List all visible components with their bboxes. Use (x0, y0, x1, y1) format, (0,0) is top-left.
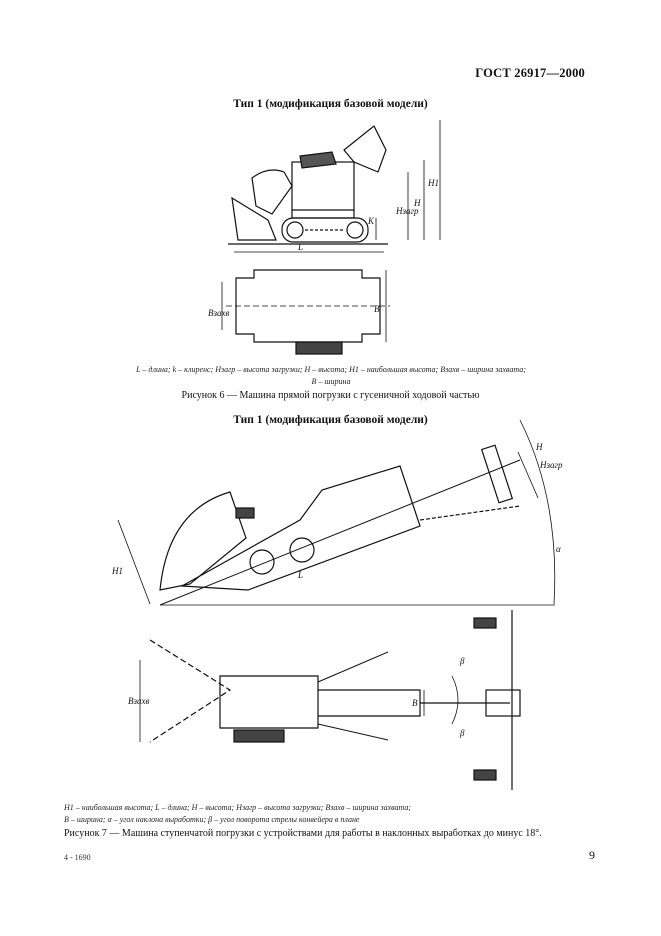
page-number: 9 (589, 848, 595, 862)
figure7-legend-line2: B – ширина; α – угол наклона выработки; β – угол поворота стрелы конвейера в плане (64, 815, 360, 824)
fig6-label-H1: H1 (428, 178, 439, 188)
fig7-label-beta1: β (460, 656, 465, 666)
fig6-wheel-left (287, 222, 303, 238)
figure6-legend-line2: B – ширина (311, 377, 351, 386)
fig6-label-H: H (414, 198, 421, 208)
fig7-label-Hzagr: Hзагр (540, 460, 563, 470)
figure6-title: Тип 1 (модификация базовой модели) (233, 98, 428, 110)
figure6-legend-line1: L – длина; k – клиренс; Hзагр – высота загрузки; H – высота; H1 – наибольшая высота; Bзахв – ширина захвата; (136, 365, 526, 374)
fig7-label-B: B (412, 698, 418, 708)
fig6-label-B: B (374, 304, 380, 314)
figure6-caption: Рисунок 6 — Машина прямой погрузки с гусеничной ходовой частью (181, 390, 480, 401)
fig7-label-Bzahv: Bзахв (128, 696, 150, 706)
fig6-label-Bzahv: Bзахв (208, 308, 230, 318)
fig7-plan-body (220, 676, 318, 728)
fig7-label-L: L (298, 570, 304, 580)
fig7-wheel-left (250, 550, 274, 574)
fig7-label-beta2: β (460, 728, 465, 738)
fig7-label-H1: H1 (112, 566, 123, 576)
figure7-caption: Рисунок 7 — Машина ступенчатой погрузки с устройствами для работы в наклонных выработках до минус 18°. (64, 828, 542, 839)
fig6-wheel-right (347, 222, 363, 238)
print-code: 4 - 1690 (64, 853, 91, 862)
fig6-body (292, 162, 354, 218)
standard-header: ГОСТ 26917—2000 (475, 66, 585, 80)
figure7-title: Тип 1 (модификация базовой модели) (233, 414, 428, 426)
fig7-bucket (160, 492, 246, 590)
fig6-track (282, 218, 368, 242)
figure7-legend-line1: H1 – наибольшая высота; L – длина; H – высота; Hзагр – высота загрузки; Bзахв – ширина захвата; (64, 803, 412, 812)
fig7-boom (182, 466, 420, 590)
fig6-label-L: L (298, 242, 304, 252)
fig6-bucket (232, 198, 276, 240)
fig7-label-alpha: α (556, 544, 561, 554)
fig6-label-k: K (368, 216, 375, 226)
fig7-wheel-right (290, 538, 314, 562)
fig6-label-Hzagr: Hзагр (396, 206, 419, 216)
fig6-plan (236, 270, 380, 342)
fig7-label-H: H (536, 442, 543, 452)
